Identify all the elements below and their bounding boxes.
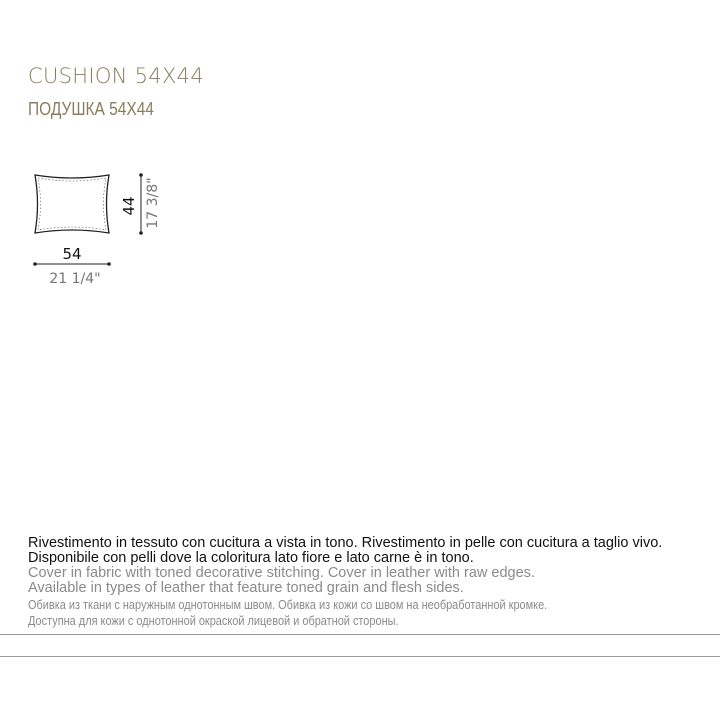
product-subtitle-ru: ПОДУШКА 54X44 [28, 99, 154, 119]
width-dimension-dot-left [33, 262, 37, 266]
width-in-label: 21 1/4" [49, 271, 101, 287]
cushion-outline [35, 175, 109, 233]
height-dimension-dot-bottom [139, 231, 143, 235]
description-ru-line-2: Доступна для кожи с однотонной окраской лицевой и обратной стороны. [28, 613, 399, 628]
description-en-line-2: Available in types of leather that feature toned grain and flesh sides. [28, 580, 464, 596]
width-cm-label: 54 [62, 245, 82, 263]
description-it-line-1: Rivestimento in tessuto con cucitura a vista in tono. Rivestimento in pelle con cucitura a taglio vivo. [28, 535, 663, 551]
description-it-line-2: Disponibile con pelli dove la coloritura lato fiore e lato carne è in tono. [28, 550, 474, 566]
description-en-line-1: Cover in fabric with toned decorative stitching. Cover in leather with raw edges. [28, 565, 535, 581]
height-dimension-dot-top [139, 173, 143, 177]
description-ru-line-1: Обивка из ткани с наружным однотонным швом. Обивка из кожи со швом на необработанной кромке. [28, 597, 548, 612]
description-block [28, 536, 708, 629]
divider-rule-lower [0, 656, 720, 657]
height-in-label: 17 3/8" [145, 177, 161, 229]
product-title: CUSHION 54X44 [28, 64, 204, 88]
cushion-stitching [38, 178, 106, 230]
height-cm-label: 44 [120, 196, 138, 216]
width-dimension-dot-right [107, 262, 111, 266]
divider-rule-upper [0, 634, 720, 635]
